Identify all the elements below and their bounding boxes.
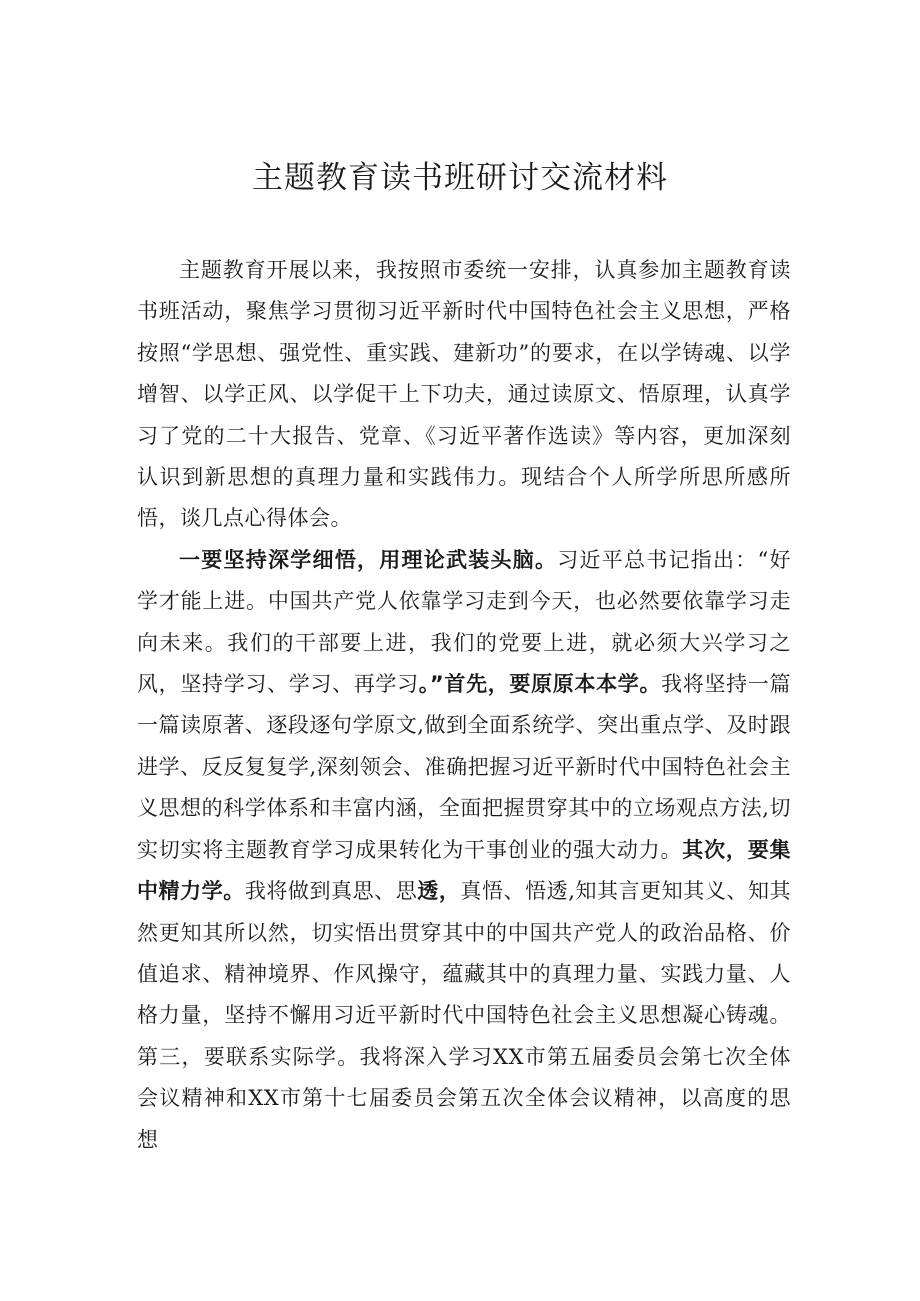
paragraph-intro bbox=[137, 250, 791, 540]
heading-point-one: 一要坚持深学细悟，用理论武装头脑。 bbox=[179, 547, 558, 572]
document-title: 主题教育读书班研讨交流材料 bbox=[252, 160, 668, 196]
paragraph-text: 习近平总书记指出：“好学才能上进。中国共产党人依靠学习走到今天，也必然要依靠学习走向未来。我们的干部要上进，我们的党要上进，就必须大兴学习之风，坚持学习、学习、再学习 bbox=[137, 547, 791, 697]
paragraph-text: 我将坚持一篇一篇读原著、逐段逐句学原文,做到全面系统学、突出重点学、及时跟进学、反反复复学,深刻领会、准确把握习近平新时代中国特色社会主义思想的科学体系和丰富内涵，全面把握贯穿其中的立场观点方法,切实切实将主题教育学习成果转化为干事创业的强大动力。 bbox=[137, 672, 792, 862]
subheading-first: 。”首先，要原原本本学。 bbox=[418, 672, 662, 697]
bold-fragment: 透， bbox=[417, 879, 461, 904]
paragraph-text: 真悟、悟透,知其言更知其义、知其然更知其所以然，切实悟出贯穿其中的中国共产党人的政治品格、价值追求、精神境界、作风操守，蕴藏其中的真理力量、实践力量、人格力量，坚持不懈用习近平新时代中国特色社会主义思想凝心铸魂。第三，要联系实际学。我将深入学习XX市第五届委员会第七次全体会议精神和XX市第十七届委员会第五次全体会议精神，以高度的思想 bbox=[137, 879, 792, 1152]
subheading-second: 其次，要集中精力学。 bbox=[137, 837, 792, 904]
paragraph-text: 我将做到真思、思 bbox=[244, 879, 418, 904]
document-body bbox=[137, 250, 791, 1161]
paragraph-point-one bbox=[137, 540, 791, 1161]
paragraph-text: 主题教育开展以来，我按照市委统一安排，认真参加主题教育读书班活动，聚焦学习贯彻习近平新时代中国特色社会主义思想，严格按照“学思想、强党性、重实践、建新功”的要求，在以学铸魂、以学增智、以学正风、以学促干上下功夫，通过读原文、悟原理，认真学习了党的二十大报告、党章、《习近平著作选读》等内容，更加深刻认识到新思想的真理力量和实践伟力。现结合个人所学所思所感所悟，谈几点心得体会。 bbox=[137, 258, 791, 531]
